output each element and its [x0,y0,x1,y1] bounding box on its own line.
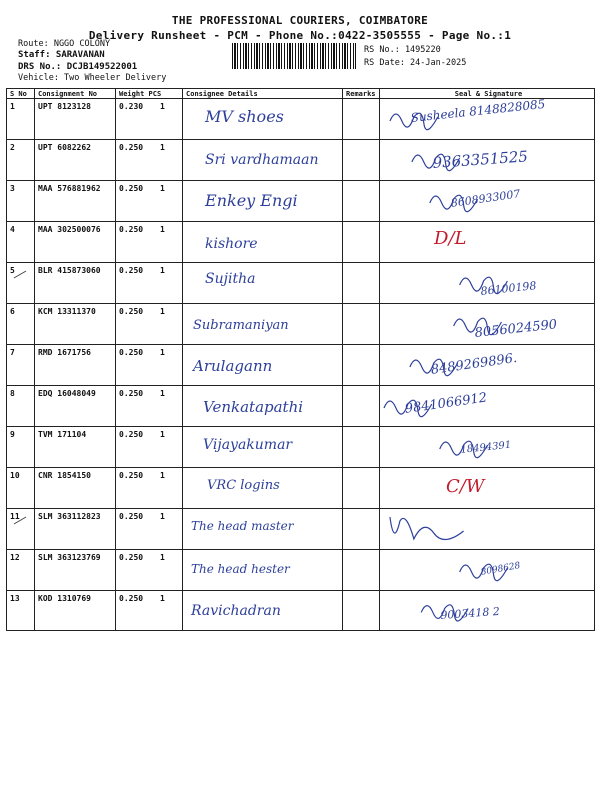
consignment-no: EDQ 16048049 [38,389,96,398]
weight: 0.250 [119,512,144,521]
sno-cell [7,263,35,304]
table-row [7,99,595,140]
weight: 0.250 [119,225,144,234]
sno-cell [7,222,35,263]
pcs: 1 [160,225,165,234]
col-sno: S No [7,89,35,99]
sno: 4 [10,225,15,234]
col-weight-pcs: Weight PCS [116,89,183,99]
signature-scribble [380,509,594,549]
weight: 0.250 [119,348,144,357]
rs-number: RS No.: 1495220 [364,45,441,55]
sno-cell [7,509,35,550]
sno: 2 [10,143,15,152]
weight: 0.250 [119,389,144,398]
signature-text: 9363351525 [432,147,529,172]
signature-cell [380,591,595,631]
signature-text: 8608933007 [450,187,522,210]
consignment-no: UPT 8123128 [38,102,91,111]
pcs: 1 [160,471,165,480]
vehicle-label: Vehicle: Two Wheeler Delivery [18,73,167,83]
weight: 0.250 [119,266,144,275]
sno: 11 [10,512,20,521]
signature-cell [380,550,595,591]
drs-label: DRS No.: DCJB149522001 [18,62,138,72]
consignment-cell [35,263,116,304]
sno: 13 [10,594,20,603]
signature-cell [380,222,595,263]
consignment-no: SLM 363123769 [38,553,101,562]
sno-cell [7,591,35,631]
consignee-cell [183,509,343,550]
consignment-no: SLM 363112823 [38,512,101,521]
table-row [7,468,595,509]
signature-cell [380,386,595,427]
consignee-name: Venkatapathi [203,398,304,416]
consignee-name: Vijayakumar [203,437,293,453]
consignee-name: The head hester [191,562,290,576]
consignee-cell [183,181,343,222]
consignment-cell [35,591,116,631]
consignment-no: RMD 1671756 [38,348,91,357]
consignment-cell [35,427,116,468]
table-row [7,304,595,345]
col-remarks: Remarks [343,89,380,99]
consignee-name: Sujitha [205,271,256,287]
table-row [7,345,595,386]
sno: 3 [10,184,15,193]
consignee-name: Subramaniyan [193,318,289,333]
consignment-cell [35,386,116,427]
pcs: 1 [160,512,165,521]
sno-cell [7,386,35,427]
sno-cell [7,468,35,509]
sno: 12 [10,553,20,562]
signature-cell [380,345,595,386]
signature-cell [380,509,595,550]
table-row [7,509,595,550]
remarks-cell [343,181,380,222]
staff-label: Staff: SARAVANAN [18,50,105,60]
sno-cell [7,99,35,140]
remarks-cell [343,427,380,468]
consignee-name: Sri vardhamaan [205,152,319,168]
signature-cell [380,181,595,222]
runsheet-subtitle: Delivery Runsheet - PCM - Phone No.:0422-3505555 - Page No.:1 [88,29,512,42]
consignment-cell [35,304,116,345]
signature-text: 8098628 [480,561,522,578]
weight-pcs-cell [116,345,183,386]
pcs: 1 [160,430,165,439]
consignee-name: Enkey Engi [205,191,298,210]
table-row [7,427,595,468]
weight-pcs-cell [116,509,183,550]
remarks-cell [343,468,380,509]
weight-pcs-cell [116,591,183,631]
pcs: 1 [160,266,165,275]
weight: 0.250 [119,430,144,439]
consignee-cell [183,140,343,181]
consignment-cell [35,140,116,181]
consignee-name: kishore [205,236,258,252]
signature-cell [380,96,595,140]
signature-text: Susheela 8148828085 [410,96,546,125]
sno-cell [7,345,35,386]
table-row [7,140,595,181]
weight-pcs-cell [116,550,183,591]
consignment-cell [35,550,116,591]
pcs: 1 [160,143,165,152]
consignment-no: KCM 13311370 [38,307,96,316]
weight: 0.250 [119,594,144,603]
rs-date: RS Date: 24-Jan-2025 [364,58,467,68]
consignee-cell [183,263,343,304]
pcs: 1 [160,102,165,111]
remarks-cell [343,550,380,591]
consignee-cell [183,304,343,345]
weight: 0.250 [119,184,144,193]
signature-text: 9003418 2 [440,604,501,622]
barcode [232,43,356,69]
sno-cell [7,181,35,222]
consignment-no: BLR 415873060 [38,266,101,275]
weight-pcs-cell [116,99,183,140]
pcs: 1 [160,594,165,603]
sno-cell [7,427,35,468]
signature-text: 9841066912 [404,390,489,417]
weight-pcs-cell [116,181,183,222]
sno: 6 [10,307,15,316]
consignment-no: TVM 171104 [38,430,87,439]
consignment-cell [35,181,116,222]
weight-pcs-cell [116,468,183,509]
consignee-name: Ravichadran [191,603,281,619]
signature-cell [380,263,595,304]
remarks-cell [343,345,380,386]
pcs: 1 [160,307,165,316]
consignee-cell [183,386,343,427]
sno-cell [7,550,35,591]
remarks-cell [343,140,380,181]
table-row [7,222,595,263]
weight-pcs-cell [116,263,183,304]
pcs: 1 [160,389,165,398]
table-row [7,550,595,591]
remarks-cell [343,386,380,427]
weight: 0.250 [119,553,144,562]
signature-cell [380,468,595,509]
sno: 1 [10,102,15,111]
consignee-name: The head master [191,519,294,533]
consignment-cell [35,345,116,386]
sno: 9 [10,430,15,439]
consignment-cell [35,509,116,550]
delivery-mark: C/W [446,476,485,497]
consignment-no: KOD 1310769 [38,594,91,603]
signature-text: 86100198 [480,279,538,298]
signature-text: 8489269896. [430,350,519,378]
sno-cell [7,140,35,181]
runsheet-title: THE PROFESSIONAL COURIERS, COIMBATORE [171,14,429,27]
sno-cell [7,304,35,345]
consignee-cell [183,99,343,140]
consignment-cell [35,222,116,263]
table-row [7,263,595,304]
consignee-name: VRC logins [207,478,280,493]
weight-pcs-cell [116,304,183,345]
consignee-name: Arulagann [193,357,273,375]
signature-cell [380,140,595,181]
sno: 10 [10,471,20,480]
pcs: 1 [160,348,165,357]
consignee-cell [183,222,343,263]
remarks-cell [343,304,380,345]
sno: 7 [10,348,15,357]
consignee-cell [183,427,343,468]
remarks-cell [343,263,380,304]
weight-pcs-cell [116,222,183,263]
consignee-cell [183,345,343,386]
remarks-cell [343,99,380,140]
consignee-name: MV shoes [205,107,284,126]
consignment-cell [35,468,116,509]
remarks-cell [343,509,380,550]
col-consignee: Consignee Details [183,89,343,99]
consignee-cell [183,550,343,591]
weight-pcs-cell [116,386,183,427]
table-row [7,181,595,222]
weight-pcs-cell [116,140,183,181]
col-signature: Seal & Signature [380,89,595,99]
consignee-cell [183,591,343,631]
consignment-no: CNR 1854150 [38,471,91,480]
consignment-cell [35,99,116,140]
consignment-no: UPT 6082262 [38,143,91,152]
pcs: 1 [160,553,165,562]
table-row [7,386,595,427]
consignment-no: MAA 576881962 [38,184,101,193]
consignee-cell [183,468,343,509]
table-row [7,591,595,631]
weight: 0.250 [119,143,144,152]
weight: 0.230 [119,102,144,111]
route-label: Route: NGGO COLONY [18,39,111,49]
consignment-no: MAA 302500076 [38,225,101,234]
pcs: 1 [160,184,165,193]
sno: 8 [10,389,15,398]
weight: 0.250 [119,471,144,480]
weight: 0.250 [119,307,144,316]
signature-cell [380,304,595,345]
remarks-cell [343,591,380,631]
signature-cell [380,427,595,468]
delivery-mark: D/L [434,228,467,249]
weight-pcs-cell [116,427,183,468]
signature-text: 8056024590 [474,317,558,341]
remarks-cell [343,222,380,263]
sno: 5 [10,266,15,275]
signature-text: 18494391 [460,439,512,456]
runsheet-table [6,88,595,631]
col-consignment: Consignment No [35,89,116,99]
